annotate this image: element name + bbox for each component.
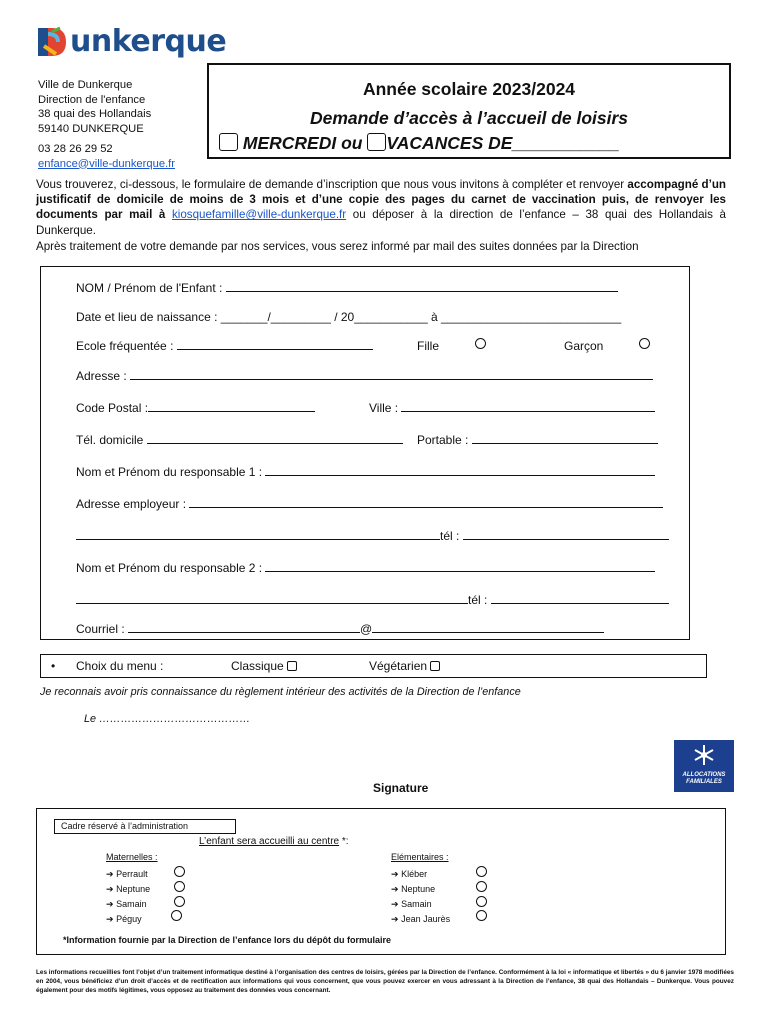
address-line: Direction de l'enfance bbox=[38, 93, 146, 106]
city-row bbox=[369, 401, 655, 415]
privacy-footer: Les informations recueillies font l’objet d’un traitement informatique destiné à l’organisation des centres de loisirs, gérées par la Direction de l’enfance. Conformément à la loi « informatique et libertés » du 6 janvier 1978 modifiées en 2004, vous bénéficiez d’un droit d’accès et de rectification aux informations qui vous concernent, que vous pouvez exercer en vous adressant à la Direction de l’enfance, 38 quai des Hollandais – Dunkerque. Vous pouvez également pour des motifs légitimes, vous opposez au traitement des données vous concernant. bbox=[36, 969, 734, 995]
date-place-line[interactable]: Le …………………………………… bbox=[84, 713, 251, 725]
postal-field[interactable] bbox=[148, 401, 315, 412]
fille-label: Fille bbox=[417, 339, 440, 353]
caf-line1: ALLOCATIONS bbox=[682, 772, 726, 778]
logo-text: unkerque bbox=[70, 24, 227, 59]
vegetarien-option bbox=[369, 659, 440, 673]
menu-choice-box bbox=[40, 654, 707, 678]
caf-logo bbox=[674, 740, 734, 792]
intro-text: Vous trouverez, ci-dessous, le formulaire de demande d’inscription que nous vous invitons à compléter et renvoyer bbox=[36, 178, 628, 191]
maternelle-label: Neptune bbox=[116, 884, 151, 894]
email-row bbox=[76, 622, 604, 636]
request-subtitle: Demande d’accès à l’accueil de loisirs bbox=[309, 108, 629, 128]
mercredi-label: MERCREDI ou bbox=[242, 133, 363, 153]
employer-label: Adresse employeur : bbox=[76, 497, 187, 511]
center-heading-suffix: *: bbox=[339, 836, 349, 847]
elementaire-item bbox=[391, 899, 432, 910]
vacances-checkbox[interactable] bbox=[367, 133, 386, 151]
signature-label: Signature bbox=[373, 781, 429, 795]
school-field[interactable] bbox=[177, 339, 373, 350]
elementaire-label: Jean Jaurès bbox=[401, 914, 451, 924]
fille-radio[interactable] bbox=[475, 338, 486, 349]
arrow-icon: ➔ bbox=[391, 884, 399, 894]
guardian1-row bbox=[76, 465, 655, 479]
address-row bbox=[76, 369, 653, 383]
email-domain-field[interactable] bbox=[372, 622, 604, 633]
intro-bold-text: accompagné d’un justificatif de domicile de moins de 3 mois et d’une copie des pages du carnet de vaccination puis, de renvoyer les documents par mail à bbox=[36, 178, 726, 222]
arrow-icon: ➔ bbox=[391, 899, 399, 909]
arrow-icon: ➔ bbox=[106, 899, 114, 909]
admin-note: *Information fournie par la Direction de l’enfance lors du dépôt du formulaire bbox=[63, 935, 392, 945]
center-heading bbox=[199, 836, 349, 847]
guardian1-field[interactable] bbox=[265, 465, 655, 476]
maternelles-heading: Maternelles : bbox=[106, 852, 158, 862]
maternelle-item bbox=[106, 899, 147, 910]
arrow-icon: ➔ bbox=[391, 914, 399, 924]
peguy-radio[interactable] bbox=[171, 910, 182, 921]
school-label: Ecole fréquentée : bbox=[76, 339, 174, 353]
employer-line2-field[interactable] bbox=[76, 529, 440, 540]
home-phone-row bbox=[76, 433, 403, 447]
mercredi-checkbox[interactable] bbox=[219, 133, 238, 151]
email-label: Courriel : bbox=[76, 622, 125, 636]
address-phone: 03 28 26 29 52 bbox=[38, 143, 113, 155]
guardian2-label: Nom et Prénom du responsable 2 : bbox=[76, 561, 263, 575]
registration-form bbox=[40, 266, 690, 640]
guardian2-line2-field[interactable] bbox=[76, 593, 468, 604]
arrow-icon: ➔ bbox=[106, 914, 114, 924]
address-field[interactable] bbox=[130, 369, 653, 380]
address-email-link[interactable]: enfance@ville-dunkerque.fr bbox=[38, 157, 175, 170]
elementaire-item bbox=[391, 884, 435, 895]
jean-jaures-radio[interactable] bbox=[476, 910, 487, 921]
garcon-label: Garçon bbox=[564, 339, 604, 353]
postal-row bbox=[76, 401, 315, 415]
postal-label: Code Postal : bbox=[76, 401, 149, 415]
employer-row bbox=[76, 497, 663, 511]
period-options bbox=[219, 133, 619, 154]
intro-text-end: ou déposer à la direction de l’enfance – 38 quai des Hollandais à Dunkerque. bbox=[36, 208, 726, 237]
vegetarien-label: Végétarien bbox=[369, 659, 428, 673]
mobile-field[interactable] bbox=[472, 433, 658, 444]
address-label: Adresse : bbox=[76, 369, 127, 383]
home-phone-label: Tél. domicile bbox=[76, 433, 144, 447]
vacances-label: VACANCES DE___________ bbox=[386, 133, 620, 153]
garcon-radio[interactable] bbox=[639, 338, 650, 349]
maternelle-item bbox=[106, 884, 150, 895]
caf-line2: FAMILIALES bbox=[686, 779, 722, 785]
dunkerque-logo bbox=[36, 24, 227, 68]
address-line: Ville de Dunkerque bbox=[38, 79, 133, 91]
vegetarien-checkbox[interactable] bbox=[430, 661, 440, 671]
mobile-row bbox=[417, 433, 658, 447]
elementaires-heading: Elémentaires : bbox=[391, 852, 449, 862]
child-name-field[interactable] bbox=[226, 281, 618, 292]
arrow-icon: ➔ bbox=[106, 869, 114, 879]
tel1-field[interactable] bbox=[463, 529, 669, 540]
guardian2-row bbox=[76, 561, 655, 575]
maternelle-label: Samain bbox=[116, 899, 147, 909]
address-line: 59140 DUNKERQUE bbox=[38, 122, 144, 135]
elementaire-label: Neptune bbox=[401, 884, 436, 894]
city-label: Ville : bbox=[369, 401, 399, 415]
caf-snowflake-icon bbox=[693, 744, 715, 766]
maternelle-label: Perrault bbox=[116, 869, 148, 879]
city-field[interactable] bbox=[401, 401, 655, 412]
address-line: 38 quai des Hollandais bbox=[38, 108, 152, 120]
child-name-label: NOM / Prénom de l'Enfant : bbox=[76, 281, 223, 295]
classique-checkbox[interactable] bbox=[287, 661, 297, 671]
employer-line2-row bbox=[76, 529, 669, 543]
birth-row[interactable]: Date et lieu de naissance : _______/_________ / 20___________ à ___________________________ bbox=[76, 310, 622, 324]
guardian2-line2-row bbox=[76, 593, 669, 607]
kiosque-email-link[interactable]: kiosquefamille@ville-dunkerque.fr bbox=[171, 208, 347, 222]
neptune-elem-radio[interactable] bbox=[476, 881, 487, 892]
child-name-row bbox=[76, 281, 618, 295]
samain-elem-radio[interactable] bbox=[476, 896, 487, 907]
tel2-label: tél : bbox=[468, 593, 488, 607]
maternelle-item bbox=[106, 869, 148, 880]
maternelle-label: Péguy bbox=[116, 914, 142, 924]
email-at: @ bbox=[360, 622, 373, 636]
classique-option bbox=[231, 659, 297, 673]
admin-reserved-box bbox=[36, 808, 726, 955]
sender-address bbox=[38, 78, 175, 171]
school-year-title: Année scolaire 2023/2024 bbox=[362, 79, 576, 99]
classique-label: Classique bbox=[231, 659, 284, 673]
rules-acknowledgement: Je reconnais avoir pris connaissance du règlement intérieur des activités de la Direction de l’enfance bbox=[40, 686, 521, 698]
menu-bullet: • bbox=[51, 659, 56, 673]
processing-notice: Après traitement de votre demande par nos services, vous serez informé par mail des suites données par la Direction bbox=[36, 240, 639, 253]
elementaire-item bbox=[391, 914, 450, 925]
elementaire-item bbox=[391, 869, 427, 880]
elementaire-label: Kléber bbox=[401, 869, 428, 879]
intro-paragraph bbox=[36, 177, 726, 238]
maternelle-item bbox=[106, 914, 142, 925]
mobile-label: Portable : bbox=[417, 433, 469, 447]
center-heading-text: L’enfant sera accueilli au centre bbox=[199, 836, 340, 847]
email-user-field[interactable] bbox=[128, 622, 360, 633]
menu-label: Choix du menu : bbox=[76, 659, 164, 673]
samain-mat-radio[interactable] bbox=[174, 896, 185, 907]
home-phone-field[interactable] bbox=[147, 433, 403, 444]
employer-field[interactable] bbox=[189, 497, 663, 508]
arrow-icon: ➔ bbox=[391, 869, 399, 879]
neptune-mat-radio[interactable] bbox=[174, 881, 185, 892]
elementaire-label: Samain bbox=[401, 899, 432, 909]
guardian2-field[interactable] bbox=[265, 561, 655, 572]
admin-tag: Cadre réservé à l’administration bbox=[54, 819, 236, 834]
kleber-radio[interactable] bbox=[476, 866, 487, 877]
tel1-label: tél : bbox=[440, 529, 460, 543]
arrow-icon: ➔ bbox=[106, 884, 114, 894]
school-row bbox=[76, 339, 373, 353]
perrault-radio[interactable] bbox=[174, 866, 185, 877]
tel2-field[interactable] bbox=[491, 593, 669, 604]
title-box bbox=[207, 63, 731, 159]
guardian1-label: Nom et Prénom du responsable 1 : bbox=[76, 465, 263, 479]
